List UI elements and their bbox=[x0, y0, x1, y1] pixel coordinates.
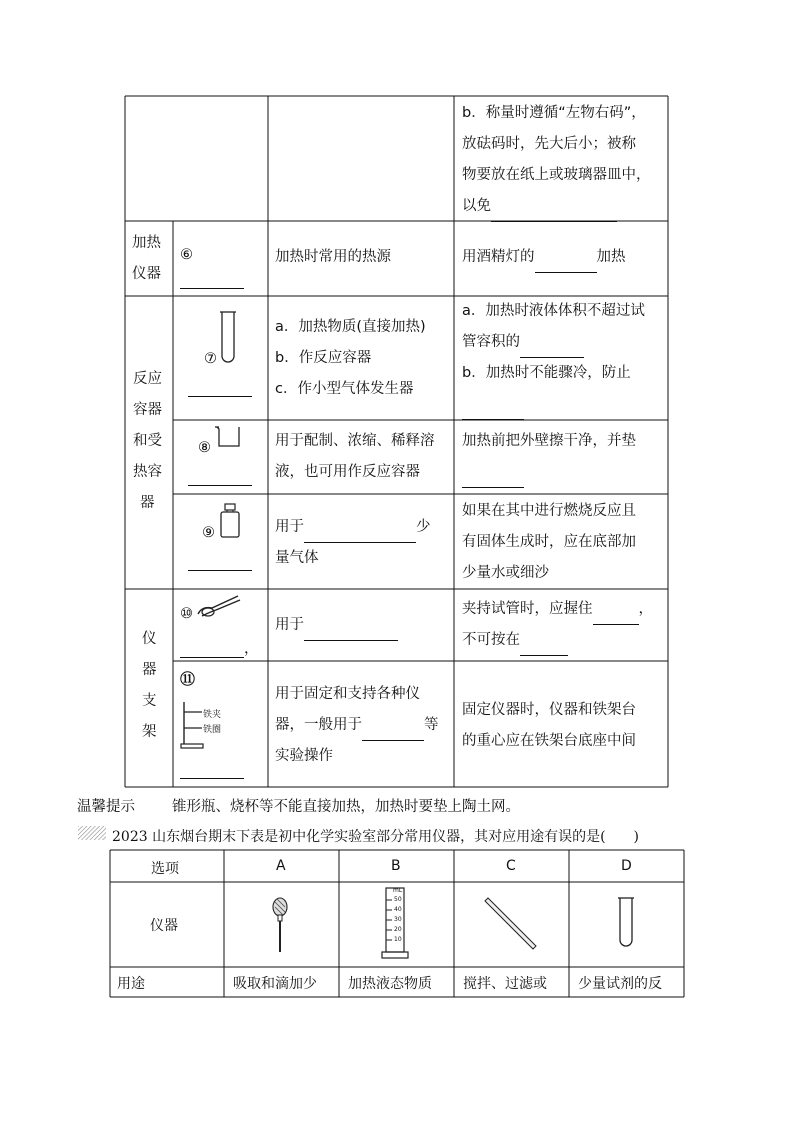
stand-note bbox=[462, 695, 668, 757]
note-line: 固定仪器时，仪器和铁架台 bbox=[462, 702, 636, 718]
glass-rod-icon bbox=[484, 896, 540, 952]
answer-blank[interactable] bbox=[188, 465, 252, 486]
col-header-option: 选项 bbox=[151, 861, 179, 877]
note-line: a．加热时液体体积不超过试 bbox=[462, 303, 645, 319]
use-line: 量气体 bbox=[275, 550, 319, 566]
answer-blank[interactable] bbox=[491, 201, 617, 222]
note-line bbox=[462, 457, 668, 488]
clamp-label: 铁夹 bbox=[203, 710, 222, 720]
answer-blank[interactable] bbox=[535, 252, 597, 273]
beaker-icon bbox=[214, 424, 244, 450]
heating-number bbox=[180, 240, 193, 271]
use-text: 用于 bbox=[275, 617, 304, 633]
question-marker-icon bbox=[78, 826, 106, 840]
cylinder-mark: 50 bbox=[394, 896, 402, 903]
tube-use bbox=[275, 312, 426, 405]
note-line: b．加热时不能骤冷，防止 bbox=[462, 365, 631, 381]
category-text: 仪 bbox=[142, 631, 157, 647]
answer-blank[interactable] bbox=[188, 550, 252, 571]
note-text: 不可按在 bbox=[462, 632, 520, 648]
use-line: b．作反应容器 bbox=[275, 350, 372, 366]
beaker-number bbox=[198, 433, 211, 464]
holder-use bbox=[275, 610, 398, 641]
answer-blank[interactable] bbox=[462, 467, 524, 488]
use-a: 吸取和滴加少 bbox=[233, 976, 317, 992]
note-line: b．称量时遵循“左物右码”， bbox=[462, 105, 646, 121]
use-text: 等 bbox=[424, 717, 439, 733]
use-d: 少量试剂的反 bbox=[578, 976, 662, 992]
use-text: 少 bbox=[416, 519, 431, 535]
note-text: 以免 bbox=[462, 198, 491, 214]
category-text: 仪器 bbox=[132, 266, 161, 282]
answer-blank[interactable] bbox=[462, 399, 524, 420]
iron-stand-icon bbox=[180, 700, 204, 750]
test-tube-icon bbox=[616, 896, 636, 952]
category-text: 反应 bbox=[133, 371, 162, 387]
test-tube-icon bbox=[218, 310, 240, 370]
item-number: ⑧ bbox=[198, 440, 211, 456]
ring-label: 铁圈 bbox=[203, 725, 222, 735]
holder-number bbox=[180, 599, 193, 630]
note-line: 少量水或细沙 bbox=[462, 565, 549, 581]
col-header-c: C bbox=[506, 858, 516, 874]
weighing-note bbox=[462, 98, 668, 222]
bottle-note bbox=[462, 496, 668, 589]
use-line: 液，也可用作反应容器 bbox=[275, 464, 420, 480]
item-number: ⑦ bbox=[204, 351, 217, 367]
use-line: a．加热物质(直接加热) bbox=[275, 319, 426, 335]
note-line bbox=[462, 191, 668, 222]
cylinder-mark: 20 bbox=[394, 926, 402, 933]
note-text: 加热 bbox=[596, 249, 626, 265]
stand-number: ⑪ bbox=[180, 670, 196, 688]
col-header-b: B bbox=[391, 858, 401, 874]
note-line bbox=[462, 625, 668, 656]
dropper-icon bbox=[270, 896, 290, 956]
item-number: ⑩ bbox=[180, 606, 193, 622]
note-line: 如果在其中进行燃烧反应且 bbox=[462, 503, 636, 519]
category-text: 器 bbox=[140, 495, 155, 511]
note-line: 有固体生成时，应在底部加 bbox=[462, 534, 636, 550]
col-header-a: A bbox=[276, 858, 286, 874]
category-text: 热容 bbox=[133, 464, 162, 480]
note-text: 管容积的 bbox=[462, 334, 520, 350]
tube-number bbox=[204, 344, 217, 375]
bottle-use bbox=[275, 512, 431, 574]
cylinder-mark: 40 bbox=[394, 906, 402, 913]
category-text: 支 bbox=[142, 693, 157, 709]
use-line: c．作小型气体发生器 bbox=[275, 381, 414, 397]
tip-label: 温馨提示 bbox=[77, 799, 135, 815]
answer-blank[interactable] bbox=[520, 337, 584, 358]
row-label-use: 用途 bbox=[117, 976, 145, 992]
tip-text: 锥形瓶、烧杯等不能直接加热，加热时要垫上陶土网。 bbox=[172, 799, 520, 815]
use-line bbox=[275, 512, 431, 543]
answer-blank[interactable] bbox=[520, 635, 568, 656]
use-text: 器，一般用于 bbox=[275, 717, 362, 733]
answer-blank[interactable] bbox=[180, 637, 244, 658]
category-heating bbox=[132, 228, 172, 290]
test-tube-holder-icon bbox=[196, 594, 242, 620]
answer-blank[interactable] bbox=[180, 268, 244, 289]
cylinder-mark: 30 bbox=[394, 916, 402, 923]
answer-blank[interactable] bbox=[362, 720, 424, 741]
tube-note bbox=[462, 296, 668, 420]
use-line: 实验操作 bbox=[275, 748, 333, 764]
item-number: ⑨ bbox=[202, 525, 215, 541]
category-text: 容器 bbox=[133, 402, 162, 418]
category-reaction bbox=[133, 364, 173, 519]
cylinder-unit: mL bbox=[393, 887, 403, 894]
category-support bbox=[142, 624, 172, 748]
category-text: 加热 bbox=[132, 235, 161, 251]
category-text: 器 bbox=[142, 662, 157, 678]
answer-blank[interactable] bbox=[593, 604, 639, 625]
note-text: 夹持试管时，应握住 bbox=[462, 601, 593, 617]
use-line bbox=[275, 710, 439, 741]
heating-note bbox=[462, 242, 626, 273]
category-text: 和受 bbox=[133, 433, 162, 449]
stand-use bbox=[275, 679, 439, 772]
use-line: 用于配制、浓缩、稀释溶 bbox=[275, 433, 435, 449]
answer-blank[interactable] bbox=[304, 522, 416, 543]
row-label-instrument: 仪器 bbox=[150, 918, 178, 934]
note-line: 放砝码时，先大后小；被称 bbox=[462, 136, 636, 152]
note-line bbox=[462, 594, 668, 625]
use-c: 搅拌、过滤或 bbox=[463, 976, 547, 992]
category-text: 架 bbox=[142, 724, 157, 740]
answer-blank[interactable] bbox=[188, 376, 252, 397]
note-text: 用酒精灯的 bbox=[462, 249, 535, 265]
answer-blank[interactable] bbox=[304, 620, 398, 641]
punctuation: ， bbox=[244, 641, 259, 657]
beaker-note bbox=[462, 426, 668, 488]
use-line: 用于固定和支持各种仪 bbox=[275, 686, 420, 702]
heating-use: 加热时常用的热源 bbox=[275, 249, 391, 265]
beaker-use bbox=[275, 426, 435, 488]
use-text: 用于 bbox=[275, 519, 304, 535]
question-text: 2023 山东烟台期末下表是初中化学实验室部分常用仪器，其对应用途有误的是( ) bbox=[112, 829, 640, 845]
note-line: 的重心应在铁架台底座中间 bbox=[462, 733, 636, 749]
gas-bottle-icon bbox=[219, 503, 241, 539]
note-line bbox=[462, 327, 668, 358]
note-line bbox=[462, 389, 668, 420]
holder-answer bbox=[180, 637, 259, 658]
item-number: ⑥ bbox=[180, 247, 193, 263]
note-text: ， bbox=[638, 601, 653, 617]
bottle-number bbox=[202, 518, 215, 549]
cylinder-mark: 10 bbox=[394, 936, 402, 943]
col-header-d: D bbox=[621, 858, 632, 874]
note-line: 物要放在纸上或玻璃器皿中， bbox=[462, 167, 651, 183]
use-b: 加热液态物质 bbox=[348, 976, 432, 992]
answer-blank[interactable] bbox=[180, 758, 244, 779]
note-line: 加热前把外壁擦干净，并垫 bbox=[462, 433, 636, 449]
holder-note bbox=[462, 594, 668, 656]
